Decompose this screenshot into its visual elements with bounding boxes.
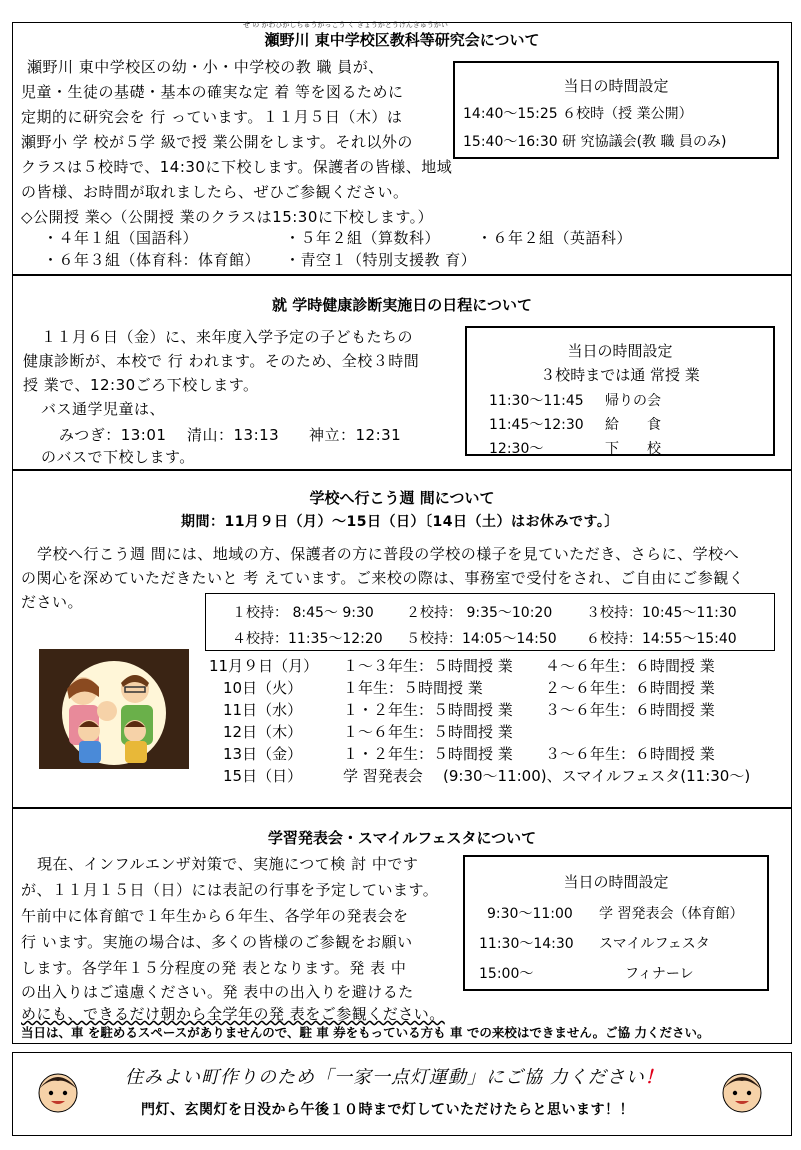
box-row-time: 15:00～ <box>479 966 534 982</box>
body-line: ださい。 <box>21 593 84 611</box>
section-title: 瀬野川 東中学校区教科等研究会について <box>264 31 540 49</box>
schedule-upper: ２～６年生：６時間授 業 <box>545 679 715 697</box>
section-happyoukai <box>12 808 792 1044</box>
section-kenkyukai <box>12 22 792 275</box>
boy-face-icon <box>35 1067 81 1115</box>
body-line: 児童・生徒の基礎・基本の確実な定 着 等を図るために <box>21 83 404 101</box>
exclaim-mark: ！ <box>644 1067 664 1088</box>
class-item: ・６年２組（英語科） <box>477 229 633 247</box>
schedule-upper: ３～６年生：６時間授 業 <box>545 701 715 719</box>
body-line: 健康診断が、本校で 行 われます。そのため、全校３時間 <box>23 352 420 370</box>
box-row-time: 12:30～ <box>489 441 544 457</box>
body-line: 瀬野川 東中学校区の幼・小・中学校の教 職 員が、 <box>27 58 384 76</box>
sub-message: 門灯、玄関灯を日没から午後１０時まで灯していただけたらと思います！！ <box>141 1102 634 1118</box>
section-title: 就 学時健康診断実施日の日程について <box>272 296 532 314</box>
time-setting-box <box>453 61 779 159</box>
bus-time: みつぎ：13:01 <box>59 426 167 444</box>
headline <box>125 1063 664 1089</box>
box-row-time: 11:30～11:45 <box>489 393 584 409</box>
class-item: ・６年３組（体育科：体育館） <box>43 251 261 269</box>
body-line: 行 います。実施の場合は、多くの皆様のご参観をお願い <box>21 933 413 951</box>
body-line: 学校へ行こう週 間には、地域の方、保護者の方に普段の学校の様子を見ていただき、さらに、学校へ <box>37 545 740 563</box>
box-row-label: フィナーレ <box>625 966 694 982</box>
body-line: します。各学年１５分程度の発 表となります。発 表 中 <box>21 959 407 977</box>
box-row-time: 11:45～12:30 <box>489 417 584 433</box>
time-setting-box <box>465 326 775 456</box>
headline-text: 住みよい町作りのため「一家一点灯運動」にご協 力ください <box>125 1067 645 1088</box>
box-row-label: 下 校 <box>605 441 661 457</box>
section-kenshin <box>12 275 792 470</box>
body-line: １１月６日（金）に、来年度入学予定の子どもたちの <box>41 328 414 346</box>
body-line: 定期的に研究会を 行 っています。１１月５日（木）は <box>21 108 403 126</box>
schedule-date: 13日（金） <box>223 745 303 763</box>
body-line: 午前中に体育館で１年生から６年生、各学年の発表会を <box>21 907 409 925</box>
body-line: 瀬野小 学 校が５学 級で授 業公開をします。それ以外の <box>21 133 413 151</box>
period-line: 期間：11月９日（月）～15日（日）〔14日（土）はお休みです。〕 <box>181 514 619 530</box>
boy-face-icon <box>719 1067 765 1115</box>
schedule-lower: １年生：５時間授 業 <box>343 679 483 697</box>
body-line: バス通学児童は、 <box>41 400 166 418</box>
schedule-date: 10日（火） <box>223 679 303 697</box>
section-gakkou-week <box>12 470 792 808</box>
section-ikka-ittou <box>12 1052 792 1136</box>
schedule-lower: １～６年生：５時間授 業 <box>343 723 513 741</box>
bus-time: 清山：13:13 <box>187 426 280 444</box>
box-row-time: 9:30～11:00 <box>487 906 573 922</box>
schedule-date: 12日（木） <box>223 723 303 741</box>
box-row-label: 給 食 <box>605 417 661 433</box>
schedule-date: 15日（日） <box>223 767 303 785</box>
period-time: ５校持：14:05～14:50 <box>406 631 557 647</box>
box-title: 当日の時間設定 <box>567 342 673 360</box>
box-title: 当日の時間設定 <box>563 77 669 95</box>
period-time: １校持： 8:45～ 9:30 <box>232 605 374 621</box>
class-item: ・４年１組（国語科） <box>43 229 199 247</box>
period-time: ４校持：11:35～12:20 <box>232 631 383 647</box>
box-row-label: スマイルフェスタ <box>599 936 710 952</box>
body-line: クラスは５校時で、14:30に下校します。保護者の皆様、地域 <box>21 158 453 176</box>
class-item: ・青空１（特別支援教 育） <box>285 251 477 269</box>
schedule-lower: １～３年生：５時間授 業 <box>343 657 513 675</box>
body-line: 現在、インフルエンザ対策で、実施につて検 討 中です <box>37 855 419 873</box>
schedule-lower: １・２年生：５時間授 業 <box>343 701 513 719</box>
time-setting-box <box>463 855 769 991</box>
box-title: 当日の時間設定 <box>563 873 669 891</box>
bus-time: 神立：12:31 <box>309 426 402 444</box>
box-row: 14:40～15:25 ６校時（授 業公開） <box>463 106 693 122</box>
box-row-label: 帰りの会 <box>605 393 661 409</box>
schedule-lower: 学 習発表会 <box>343 767 423 785</box>
box-row: 15:40～16:30 研 究協議会(教 職 員のみ) <box>463 134 727 150</box>
body-line: 授 業で、12:30ごろ下校します。 <box>23 376 259 394</box>
class-item: ・５年２組（算数科） <box>285 229 441 247</box>
schedule-date: 11月９日（月） <box>209 657 319 675</box>
section-title: 学校へ行こう週 間について <box>309 489 495 507</box>
period-time: ３校持：10:45～11:30 <box>586 605 737 621</box>
parking-notice: 当日は、車 を駐めるスペースがありませんので、駐 車 券をもっている方も 車 での来校はできません。ご協 力ください。 <box>21 1025 710 1040</box>
period-times-box <box>205 593 775 651</box>
box-subtitle: ３校時までは通 常授 業 <box>540 366 700 384</box>
body-line: の関心を深めていただきたいと 考 えています。ご来校の際は、事務室で受付をされ、ご自由にご参観く <box>21 569 745 587</box>
body-line: の皆様、お時間が取れましたら、ぜひご参観ください。 <box>21 183 409 201</box>
schedule-date: 11日（水） <box>223 701 303 719</box>
box-row-label: 学 習発表会（体育館） <box>599 906 744 922</box>
body-line: めにも、できるだけ朝から全学年の発 表をご参観ください。 <box>21 1005 445 1023</box>
period-time: ６校持：14:55～15:40 <box>586 631 737 647</box>
section-title: 学習発表会・スマイルフェスタについて <box>267 829 537 847</box>
schedule-upper: ３～６年生：６時間授 業 <box>545 745 715 763</box>
open-class-heading: ◇公開授 業◇（公開授 業のクラスは15:30に下校します。） <box>21 208 434 226</box>
box-row-time: 11:30～14:30 <box>479 936 574 952</box>
body-line: が、１１月１５日（日）には表記の行事を予定しています。 <box>21 881 439 899</box>
schedule-lower: １・２年生：５時間授 業 <box>343 745 513 763</box>
schedule-upper: (9:30～11:00)、スマイルフェスタ(11:30～) <box>443 767 751 785</box>
body-line: のバスで下校します。 <box>41 448 195 466</box>
title-ruby: せ の かわひがしちゅうがっこう く きょうかとうけんきゅうかい <box>243 21 448 29</box>
schedule-upper: ４～６年生：６時間授 業 <box>545 657 715 675</box>
period-time: ２校持： 9:35～10:20 <box>406 605 553 621</box>
body-line: の出入りはご遠慮ください。発 表中の出入りを避けるた <box>21 983 414 1001</box>
family-illustration <box>39 649 189 769</box>
